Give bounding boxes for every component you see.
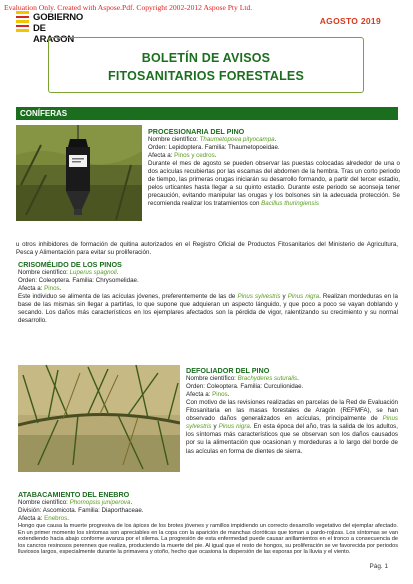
host-label: Afecta a: <box>148 152 175 159</box>
heading-crisomelido: CRISOMÉLIDO DE LOS PINOS <box>18 260 122 269</box>
heading-procesionaria: PROCESIONARIA DEL PINO <box>148 127 245 136</box>
logo-line2: DE ARAGON <box>33 23 75 45</box>
gobierno-aragon-logo <box>16 8 84 45</box>
bulletin-date: AGOSTO 2019 <box>319 16 381 26</box>
host-value: Pinos y cedros <box>174 152 215 159</box>
trap-photo <box>16 125 142 221</box>
heading-defoliador: DEFOLIADOR DEL PINO <box>186 366 270 375</box>
sci-name: Luperus spagnoli <box>69 269 117 276</box>
host-value: Pinos <box>44 285 60 292</box>
section-label: CONÍFERAS <box>20 109 68 118</box>
host-value: Pinos <box>212 391 228 398</box>
atabacamiento-body: Hongo que causa la muerte progresiva de los ápices de los brotes jóvenes y ramillos impidiendo un correcto desarrollo vegetativo del ejemplar afectado. En un primer momento los síntomas son apreciables en la copa con la aparición de manchas cloróticas que toman a pardo-rojizas. Los síntomas se van extendiendo hacia abajo conforme avanza por el xilema. La progresión de esta enfermedad puede causar anillamientos en el tronco a consecuencia de los cancros resinosos perennes que realiza, produciendo la muerte del pie. Al igual que el resto de hongos, su proliferación se ve favorecida por periodos lluviosos largos, especialmente durante la primavera y otoño, hecho que ocasiona la dispersión de las esporas por la lluvia y el viento. <box>18 523 398 556</box>
section-bar <box>16 107 398 120</box>
order-text: Orden: Lepidoptera. Familia: Thaumetopoeidae. <box>148 144 280 151</box>
procesionaria-body-top: Durante el mes de agosto se pueden observar las puestas colocadas alrededor de una o dos acículas recubiertas por las escamas del abdomen de la hembra. Tras un corto periodo de tiempo, las primeras orugas iniciarán su desarrollo formando, a partir del tercer estadio, pelos urticantes hasta llegar a su quinto estadio. Durante este periodo se aconseja tener precaución, evitando manipular las orugas y los bolsones sin la adecuada protección. Se recomienda realizar los tratamientos con Bacillus thuringiensis <box>148 160 400 208</box>
order-text: División: Ascomicota. Familia: Diaporthaceae. <box>18 507 144 514</box>
title-line2: FITOSANITARIOS FORESTALES <box>108 69 304 83</box>
heading-atabacamiento: ATABACAMIENTO DEL ENEBRO <box>18 490 130 499</box>
pine-needles-photo <box>18 365 180 472</box>
sci-name: Brachyderes suturalis <box>237 375 298 382</box>
sci-name: Thaumetopoea pityocampa <box>199 136 275 143</box>
logo-line1: GOBIERNO <box>33 12 84 23</box>
sci-label: Nombre científico: <box>148 136 200 143</box>
title-line1: BOLETÍN DE AVISOS <box>141 51 271 65</box>
page-number: Pág. 1 <box>369 563 388 570</box>
order-text: Orden: Coleoptera. Familia: Curculionidae. <box>186 383 304 390</box>
order-text: Orden: Coleoptera. Familia: Chrysomelidae. <box>18 277 139 284</box>
crisomelido-body: Este individuo se alimenta de las acículas jóvenes, preferentemente de las de Pinus sylvestris y Pinus nigra. Realizan mordeduras en la base de las mismas sin llegar a partirlas, lo que supone que adquieran un aspecto lánguido, y que poco a poco se vayan doblando y secando. Los daños más característicos en los ejemplares afectados son la pérdida de vigor, ralentizando su crecimiento y su normal desarrollo. <box>18 293 398 325</box>
defoliador-body: Con motivo de las revisiones realizadas en parcelas de la Red de Evaluación Fitosanitaria en las masas forestales de Aragón (REFMFA), se han observado daños generalizados en acículas, principalmente de Pinus sylvestris y Pinus nigra. En esta época del año, tras la salida de los adultos, los síntomas más característicos que se observan son los daños causados por su la alimentación que ocasionan y mordeduras a lo largo del borde de las acículas en forma de dientes de sierra. <box>186 399 398 455</box>
procesionaria-body-end: u otros inhibidores de formación de quitina autorizados en el Registro Oficial de Productos Fitosanitarios del Ministerio de Agricultura, Pesca y Alimentación para evitar su proliferación. <box>16 241 398 257</box>
host-value: Enebros <box>44 515 68 522</box>
title-box <box>48 37 364 93</box>
sci-name: Phomopsis juniperova <box>69 499 131 506</box>
aragon-flag-icon <box>16 11 29 31</box>
watermark-text: Evaluation Only. Created with Aspose.Pdf. Copyright 2002-2012 Aspose Pty Ltd. <box>4 3 253 12</box>
